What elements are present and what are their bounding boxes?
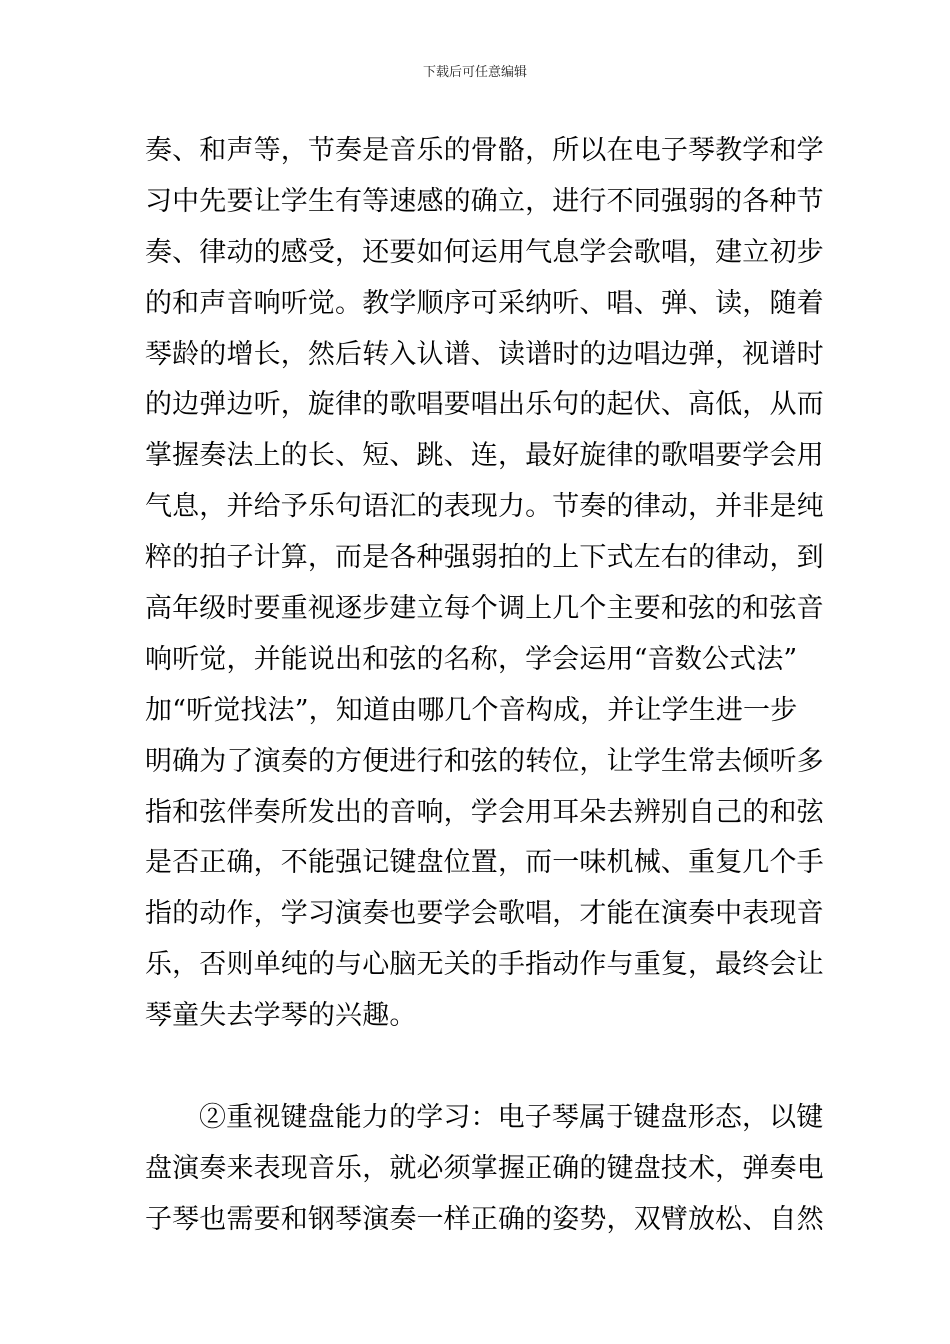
- text-line: 习中先要让学生有等速感的确立，进行不同强弱的各种节: [145, 185, 824, 217]
- text-line: 气息，并给予乐句语汇的表现力。节奏的律动，并非是纯: [145, 491, 824, 523]
- text-line: 奏、和声等，节奏是音乐的骨骼，所以在电子琴教学和学: [145, 135, 824, 166]
- text-line: 掌握奏法上的长、短、跳、连，最好旋律的歌唱要学会用: [145, 440, 824, 472]
- text-line: 是否正确，不能强记键盘位置，而一味机械、重复几个手: [145, 847, 824, 879]
- text-line: 盘演奏来表现音乐，就必须掌握正确的键盘技术，弹奏电: [145, 1152, 824, 1184]
- text-line: ②重视键盘能力的学习：电子琴属于键盘形态，以键: [199, 1102, 824, 1134]
- text-line: 琴童失去学琴的兴趣。: [145, 1000, 417, 1032]
- text-line: 指的动作，学习演奏也要学会歌唱，才能在演奏中表现音: [145, 898, 824, 930]
- text-line: 加“听觉找法”，知道由哪几个音构成，并让学生进一步: [145, 694, 798, 726]
- text-line: 的和声音响听觉。教学顺序可采纳听、唱、弹、读，随着: [145, 287, 824, 319]
- document-body: [145, 126, 824, 1246]
- paragraph-1: [145, 126, 824, 1042]
- page-header: 下载后可任意编辑: [422, 65, 527, 80]
- text-line: 明确为了演奏的方便进行和弦的转位，让学生常去倾听多: [145, 745, 824, 777]
- text-line: 响听觉，并能说出和弦的名称，学会运用“音数公式法”: [145, 643, 798, 675]
- paragraph-2: [145, 1093, 824, 1246]
- text-line: 奏、律动的感受，还要如何运用气息学会歌唱，建立初步: [145, 236, 824, 268]
- text-line: 粹的拍子计算，而是各种强弱拍的上下式左右的律动，到: [145, 542, 824, 574]
- paragraph-gap: [145, 1042, 807, 1093]
- text-line: 高年级时要重视逐步建立每个调上几个主要和弦的和弦音: [145, 593, 824, 625]
- text-line: 子琴也需要和钢琴演奏一样正确的姿势，双臂放松、自然: [145, 1203, 824, 1235]
- text-line: 的边弹边听，旋律的歌唱要唱出乐句的起伏、高低，从而: [145, 389, 824, 421]
- text-line: 乐，否则单纯的与心脑无关的手指动作与重复，最终会让: [145, 949, 824, 981]
- text-line: 指和弦伴奏所发出的音响，学会用耳朵去辨别自己的和弦: [145, 796, 824, 828]
- text-line: 琴龄的增长，然后转入认谱、读谱时的边唱边弹，视谱时: [145, 338, 824, 370]
